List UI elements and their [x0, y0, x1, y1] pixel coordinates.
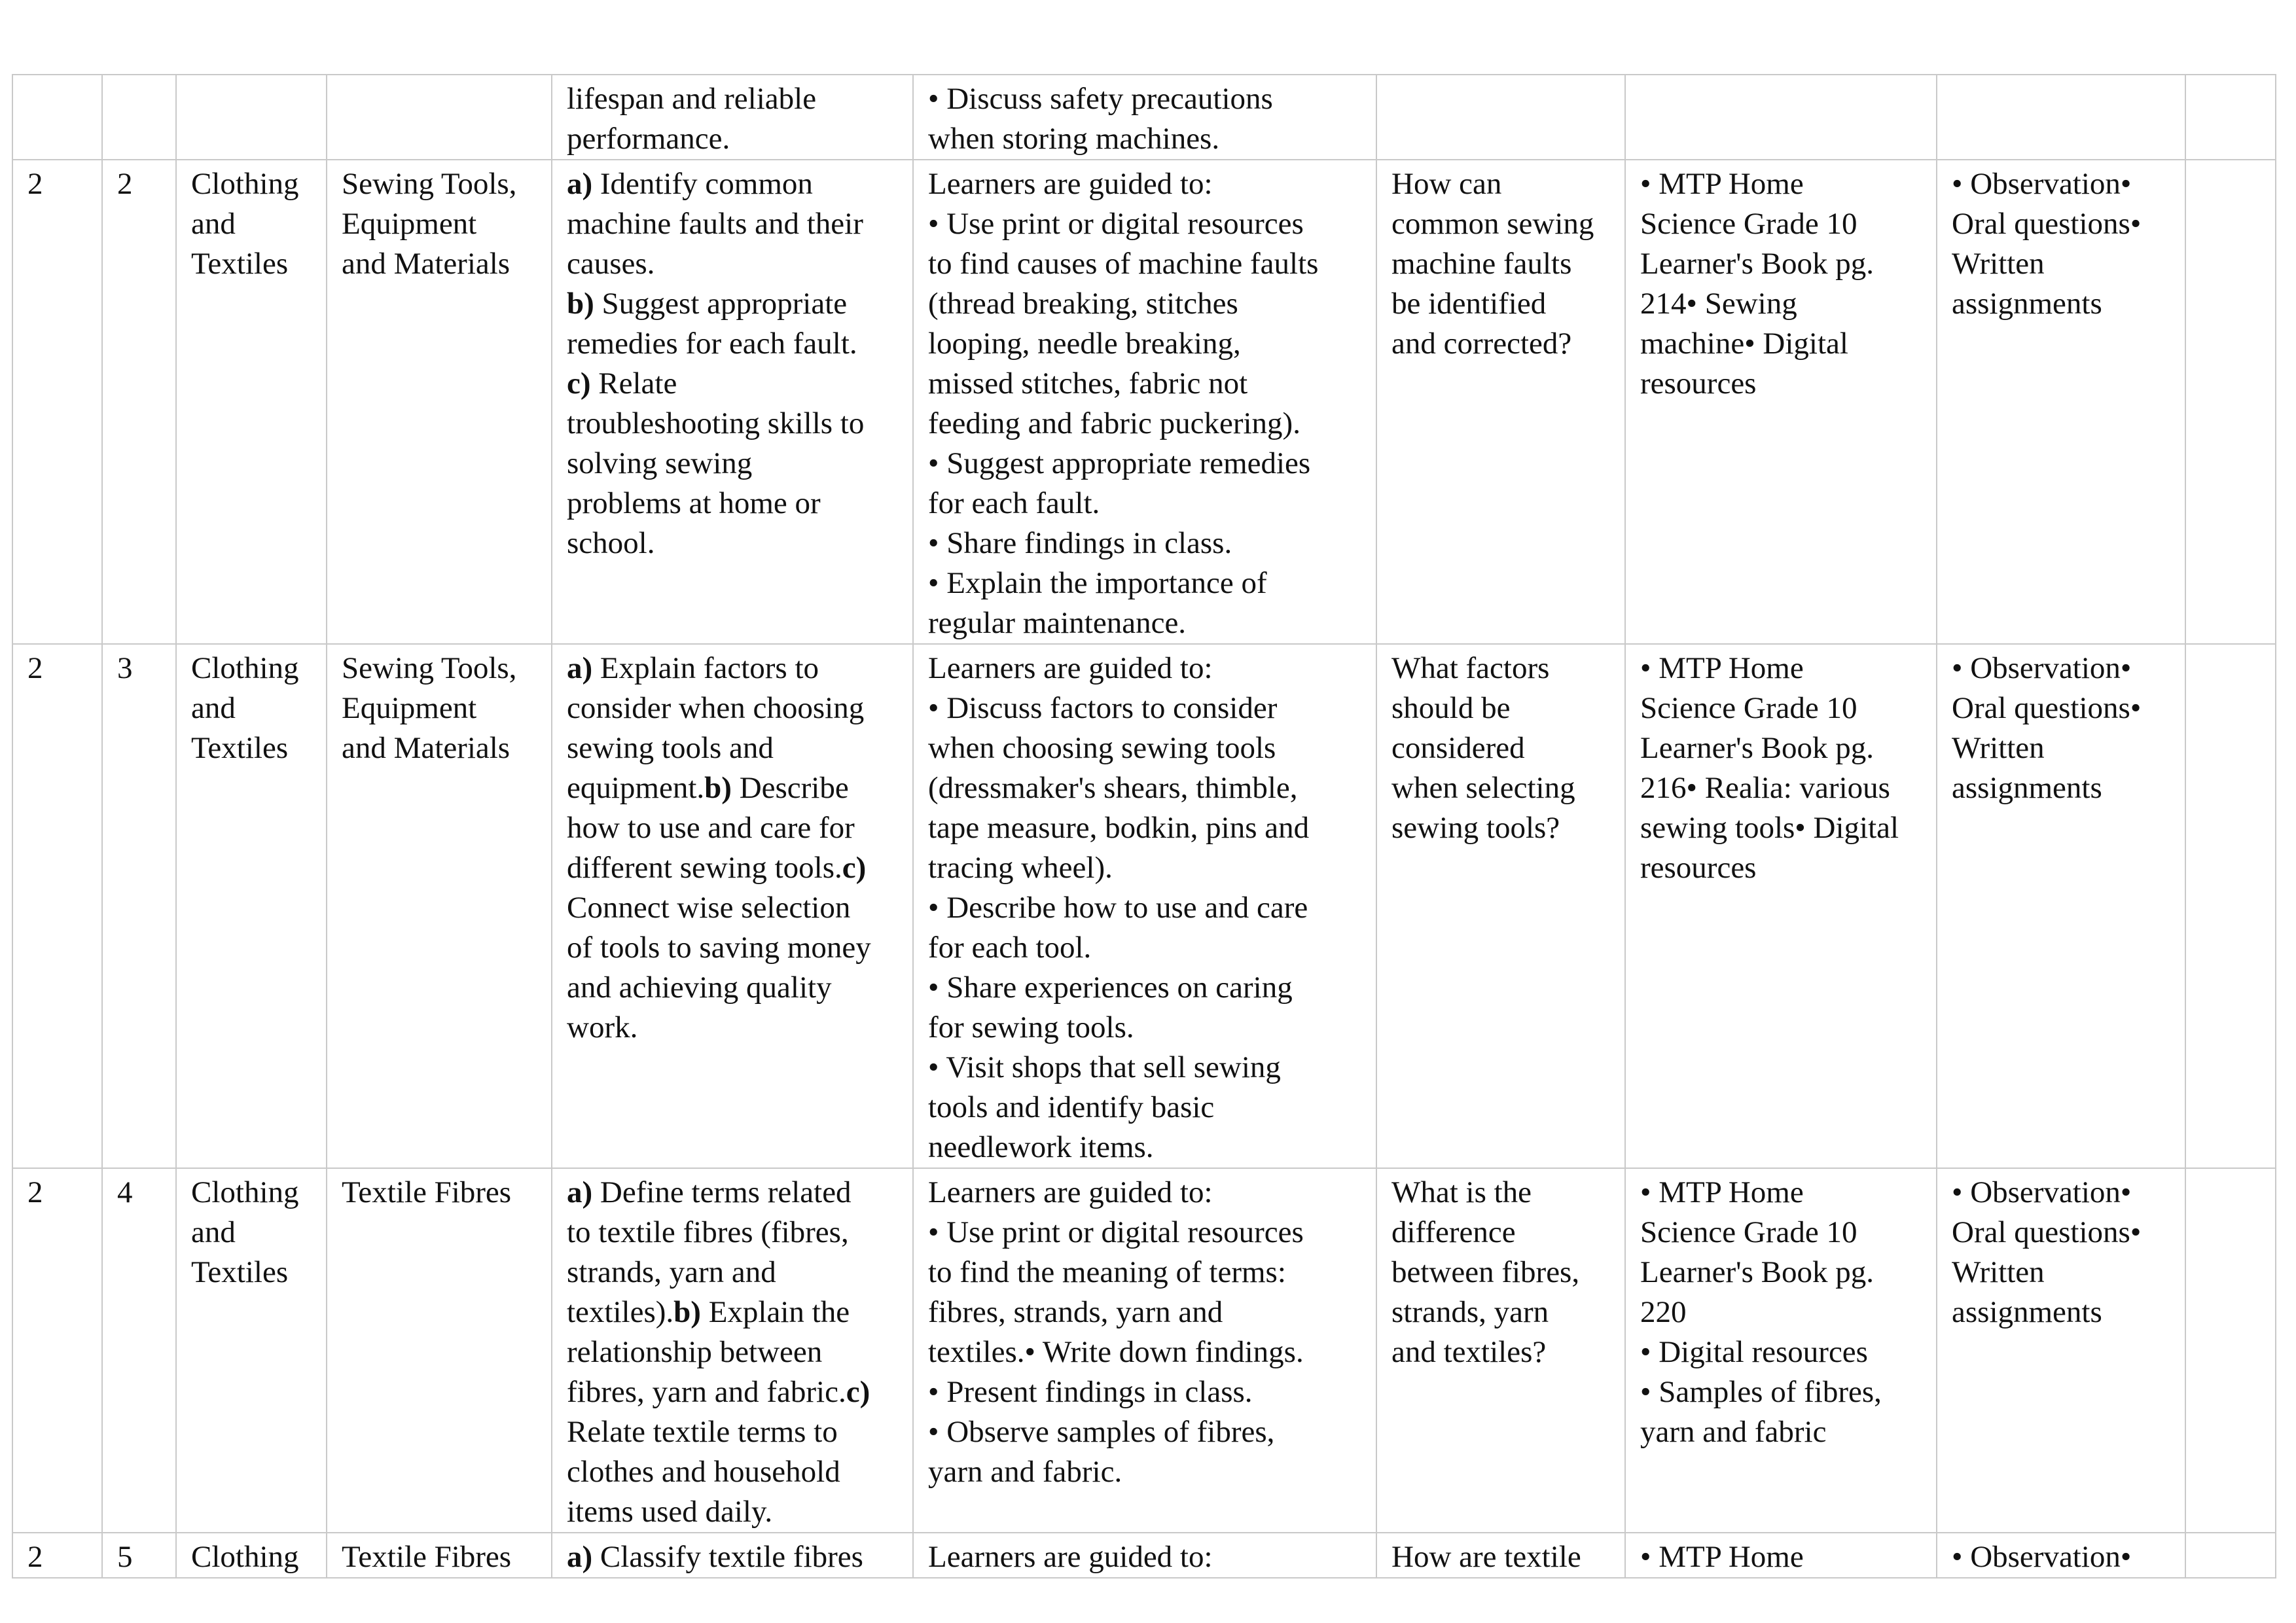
learning-resources-cell — [1625, 1533, 1937, 1578]
outcome-text: strands, yarn and — [567, 1255, 776, 1289]
cell-line — [567, 324, 898, 364]
learning-experiences-cell — [913, 1168, 1376, 1533]
cell-line: • MTP Home — [1640, 651, 1804, 685]
cell-line — [567, 1173, 898, 1213]
outcome-text: fibres, yarn and fabric. — [567, 1375, 846, 1409]
cell-line: Learners are guided to: — [928, 651, 1213, 685]
cell-line: to find the meaning of terms: — [928, 1255, 1286, 1289]
sub-strand-cell — [327, 75, 552, 160]
cell-line: Textiles — [191, 731, 289, 765]
learning-outcomes-cell — [552, 1533, 913, 1578]
table-row — [12, 1168, 2276, 1533]
key-inquiry-question-cell — [1376, 644, 1625, 1168]
cell-line: tools and identify basic — [928, 1090, 1215, 1124]
cell-line — [567, 728, 898, 768]
cell-line: feeding and fabric puckering). — [928, 406, 1300, 440]
cell-line: (thread breaking, stitches — [928, 287, 1238, 321]
cell-line — [567, 364, 898, 404]
cell-line: considered — [1391, 731, 1525, 765]
cell-line: for each fault. — [928, 486, 1100, 520]
cell-line: • Digital resources — [1640, 1335, 1868, 1369]
outcome-text: remedies for each fault. — [567, 327, 857, 361]
cell-line: • Observation• — [1952, 1175, 2132, 1209]
cell-line: assignments — [1952, 1295, 2102, 1329]
cell-line: How are textile — [1391, 1540, 1581, 1574]
cell-line — [567, 1412, 898, 1452]
outcome-text: textiles). — [567, 1295, 674, 1329]
cell-line: yarn and fabric. — [928, 1455, 1122, 1489]
outcome-text: of tools to saving money — [567, 931, 871, 965]
cell-line — [567, 1213, 898, 1253]
strand-cell — [176, 1533, 327, 1578]
learning-resources-cell — [1625, 644, 1937, 1168]
cell-line: missed stitches, fabric not — [928, 366, 1248, 401]
cell-line: and Materials — [342, 247, 511, 281]
cell-line: 214• Sewing — [1640, 287, 1797, 321]
cell-line: • Use print or digital resources — [928, 207, 1304, 241]
cell-line: Textiles — [191, 247, 289, 281]
cell-line — [567, 244, 898, 284]
cell-line — [567, 204, 898, 244]
cell-line: • Suggest appropriate remedies — [928, 446, 1311, 480]
cell-line — [567, 928, 898, 968]
week-cell: 2 — [12, 1168, 102, 1533]
cell-line — [567, 649, 898, 688]
cell-line — [567, 484, 898, 524]
sub-strand-cell — [327, 1168, 552, 1533]
cell-line: between fibres, — [1391, 1255, 1580, 1289]
outcome-marker: b) — [567, 287, 594, 321]
learning-resources-cell — [1625, 75, 1937, 160]
cell-line: resources — [1640, 366, 1757, 401]
cell-line: Clothing — [191, 1175, 299, 1209]
outcome-text: causes. — [567, 247, 655, 281]
cell-line — [567, 968, 898, 1008]
cell-line: when storing machines. — [928, 122, 1220, 156]
key-inquiry-question-cell — [1376, 1533, 1625, 1578]
outcome-marker: a) — [567, 167, 593, 201]
cell-line: Learners are guided to: — [928, 167, 1213, 201]
cell-line: sewing tools? — [1391, 811, 1560, 845]
table-row — [12, 75, 2276, 160]
cell-line: How can — [1391, 167, 1502, 201]
outcome-marker: a) — [567, 1175, 593, 1209]
cell-line — [567, 1537, 898, 1577]
cell-line: Written — [1952, 731, 2045, 765]
cell-line — [567, 1293, 898, 1332]
learning-experiences-cell — [913, 1533, 1376, 1578]
cell-line: looping, needle breaking, — [928, 327, 1241, 361]
outcome-text: Define terms related — [592, 1175, 852, 1209]
remarks-cell — [2185, 160, 2276, 644]
cell-line: Sewing Tools, — [342, 167, 517, 201]
week-cell: 2 — [12, 1533, 102, 1578]
learning-experiences-cell — [913, 75, 1376, 160]
cell-line: Science Grade 10 — [1640, 691, 1857, 725]
outcome-text: problems at home or — [567, 486, 821, 520]
cell-line: Clothing — [191, 1540, 299, 1574]
cell-line — [567, 164, 898, 204]
key-inquiry-question-cell — [1376, 75, 1625, 160]
cell-line: 220 — [1640, 1295, 1687, 1329]
cell-line: when selecting — [1391, 771, 1575, 805]
outcome-marker: c) — [846, 1375, 870, 1409]
cell-line — [567, 1008, 898, 1048]
cell-line: Learner's Book pg. — [1640, 731, 1874, 765]
cell-line: Science Grade 10 — [1640, 1215, 1857, 1249]
cell-line — [567, 688, 898, 728]
cell-line — [567, 768, 898, 808]
table-row — [12, 644, 2276, 1168]
outcome-text: work. — [567, 1010, 638, 1044]
cell-line: to find causes of machine faults — [928, 247, 1319, 281]
cell-line — [567, 444, 898, 484]
cell-line: • Visit shops that sell sewing — [928, 1050, 1281, 1084]
cell-line: • Share experiences on caring — [928, 971, 1293, 1005]
cell-line: and — [191, 691, 236, 725]
lesson-cell: 3 — [102, 644, 176, 1168]
learning-resources-cell — [1625, 160, 1937, 644]
lesson-cell: 5 — [102, 1533, 176, 1578]
cell-line — [567, 79, 898, 119]
learning-experiences-cell — [913, 160, 1376, 644]
outcome-marker: b) — [673, 1295, 701, 1329]
cell-line: yarn and fabric — [1640, 1415, 1827, 1449]
outcome-text: Connect wise selection — [567, 891, 851, 925]
cell-line: assignments — [1952, 771, 2102, 805]
cell-line: Written — [1952, 247, 2045, 281]
cell-line: and Materials — [342, 731, 511, 765]
assessment-cell — [1937, 1168, 2185, 1533]
outcome-text: lifespan and reliable — [567, 82, 817, 116]
strand-cell — [176, 160, 327, 644]
assessment-cell — [1937, 160, 2185, 644]
strand-cell — [176, 644, 327, 1168]
learning-outcomes-cell — [552, 75, 913, 160]
strand-cell — [176, 1168, 327, 1533]
assessment-cell — [1937, 75, 2185, 160]
cell-line: • MTP Home — [1640, 1175, 1804, 1209]
outcome-text: Suggest appropriate — [594, 287, 848, 321]
cell-line: What factors — [1391, 651, 1550, 685]
cell-line — [567, 119, 898, 159]
cell-line: Learners are guided to: — [928, 1540, 1213, 1574]
scheme-of-work-table — [12, 74, 2276, 1578]
outcome-text: Identify common — [592, 167, 813, 201]
cell-line: • Observation• — [1952, 1540, 2132, 1574]
assessment-cell — [1937, 644, 2185, 1168]
sub-strand-cell — [327, 160, 552, 644]
lesson-cell: 4 — [102, 1168, 176, 1533]
cell-line: • Observation• — [1952, 651, 2132, 685]
cell-line: • Observation• — [1952, 167, 2132, 201]
cell-line: for each tool. — [928, 931, 1092, 965]
outcome-marker: c) — [567, 366, 591, 401]
cell-line: Oral questions• — [1952, 1215, 2142, 1249]
outcome-text: performance. — [567, 122, 730, 156]
outcome-text: Relate textile terms to — [567, 1415, 838, 1449]
outcome-text: consider when choosing — [567, 691, 865, 725]
table-body — [12, 75, 2276, 1578]
outcome-marker: a) — [567, 651, 593, 685]
cell-line: Equipment — [342, 691, 477, 725]
outcome-text: solving sewing — [567, 446, 753, 480]
cell-line: Clothing — [191, 651, 299, 685]
cell-line: • Discuss factors to consider — [928, 691, 1278, 725]
cell-line: Science Grade 10 — [1640, 207, 1857, 241]
learning-outcomes-cell — [552, 160, 913, 644]
cell-line: • Explain the importance of — [928, 566, 1267, 600]
cell-line — [567, 888, 898, 928]
outcome-marker: b) — [704, 771, 732, 805]
cell-line: tape measure, bodkin, pins and — [928, 811, 1310, 845]
remarks-cell — [2185, 1533, 2276, 1578]
cell-line: Textile Fibres — [342, 1175, 512, 1209]
remarks-cell — [2185, 644, 2276, 1168]
remarks-cell — [2185, 75, 2276, 160]
learning-experiences-cell — [913, 644, 1376, 1168]
sub-strand-cell — [327, 1533, 552, 1578]
cell-line — [567, 1372, 898, 1412]
outcome-text: equipment. — [567, 771, 705, 805]
outcome-text: sewing tools and — [567, 731, 774, 765]
assessment-cell — [1937, 1533, 2185, 1578]
outcome-text: relationship between — [567, 1335, 823, 1369]
cell-line: sewing tools• Digital — [1640, 811, 1899, 845]
cell-line: textiles.• Write down findings. — [928, 1335, 1304, 1369]
cell-line: • Share findings in class. — [928, 526, 1232, 560]
outcome-text: Explain the — [700, 1295, 850, 1329]
cell-line: • Discuss safety precautions — [928, 82, 1273, 116]
cell-line: assignments — [1952, 287, 2102, 321]
table-row — [12, 1533, 2276, 1578]
cell-line: and — [191, 207, 236, 241]
table-row — [12, 160, 2276, 644]
outcome-text: Describe — [731, 771, 849, 805]
cell-line: • Present findings in class. — [928, 1375, 1253, 1409]
outcome-text: school. — [567, 526, 655, 560]
cell-line: • Describe how to use and care — [928, 891, 1308, 925]
cell-line: 216• Realia: various — [1640, 771, 1890, 805]
cell-line: machine faults — [1391, 247, 1572, 281]
outcome-marker: a) — [567, 1540, 593, 1574]
cell-line: resources — [1640, 851, 1757, 885]
cell-line — [567, 284, 898, 324]
cell-line: • MTP Home — [1640, 1540, 1804, 1574]
week-cell — [12, 75, 102, 160]
week-cell: 2 — [12, 160, 102, 644]
cell-line: Textile Fibres — [342, 1540, 512, 1574]
cell-line — [567, 1332, 898, 1372]
cell-line: strands, yarn — [1391, 1295, 1549, 1329]
outcome-text: how to use and care for — [567, 811, 855, 845]
outcome-text: items used daily. — [567, 1495, 773, 1529]
cell-line — [567, 1253, 898, 1293]
cell-line: for sewing tools. — [928, 1010, 1134, 1044]
key-inquiry-question-cell — [1376, 1168, 1625, 1533]
cell-line: and — [191, 1215, 236, 1249]
cell-line: difference — [1391, 1215, 1516, 1249]
cell-line — [567, 808, 898, 848]
cell-line: machine• Digital — [1640, 327, 1848, 361]
cell-line: when choosing sewing tools — [928, 731, 1276, 765]
outcome-marker: c) — [842, 851, 867, 885]
cell-line: Learner's Book pg. — [1640, 247, 1874, 281]
cell-line — [567, 524, 898, 563]
learning-outcomes-cell — [552, 1168, 913, 1533]
cell-line: Textiles — [191, 1255, 289, 1289]
cell-line: Equipment — [342, 207, 477, 241]
cell-line — [567, 404, 898, 444]
outcome-text: troubleshooting skills to — [567, 406, 865, 440]
cell-line: fibres, strands, yarn and — [928, 1295, 1223, 1329]
lesson-cell — [102, 75, 176, 160]
cell-line: be identified — [1391, 287, 1547, 321]
week-cell: 2 — [12, 644, 102, 1168]
cell-line — [567, 1452, 898, 1492]
cell-line: • Observe samples of fibres, — [928, 1415, 1275, 1449]
cell-line: • Use print or digital resources — [928, 1215, 1304, 1249]
cell-line: What is the — [1391, 1175, 1532, 1209]
cell-line: (dressmaker's shears, thimble, — [928, 771, 1298, 805]
outcome-text: and achieving quality — [567, 971, 832, 1005]
cell-line: Learners are guided to: — [928, 1175, 1213, 1209]
cell-line: regular maintenance. — [928, 606, 1187, 640]
cell-line: • MTP Home — [1640, 167, 1804, 201]
cell-line: Oral questions• — [1952, 691, 2142, 725]
outcome-text: Classify textile fibres — [592, 1540, 863, 1574]
cell-line: common sewing — [1391, 207, 1594, 241]
cell-line: Clothing — [191, 167, 299, 201]
outcome-text: machine faults and their — [567, 207, 863, 241]
cell-line: Written — [1952, 1255, 2045, 1289]
outcome-text: to textile fibres (fibres, — [567, 1215, 849, 1249]
outcome-text: Relate — [590, 366, 677, 401]
cell-line: and corrected? — [1391, 327, 1572, 361]
cell-line: should be — [1391, 691, 1511, 725]
cell-line: and textiles? — [1391, 1335, 1547, 1369]
outcome-text: clothes and household — [567, 1455, 840, 1489]
cell-line — [567, 848, 898, 888]
cell-line: Oral questions• — [1952, 207, 2142, 241]
learning-resources-cell — [1625, 1168, 1937, 1533]
cell-line: needlework items. — [928, 1130, 1154, 1164]
strand-cell — [176, 75, 327, 160]
cell-line: • Samples of fibres, — [1640, 1375, 1882, 1409]
key-inquiry-question-cell — [1376, 160, 1625, 644]
outcome-text: different sewing tools. — [567, 851, 842, 885]
sub-strand-cell — [327, 644, 552, 1168]
learning-outcomes-cell — [552, 644, 913, 1168]
cell-line: Learner's Book pg. — [1640, 1255, 1874, 1289]
cell-line: Sewing Tools, — [342, 651, 517, 685]
remarks-cell — [2185, 1168, 2276, 1533]
cell-line — [567, 1492, 898, 1532]
lesson-cell: 2 — [102, 160, 176, 644]
cell-line: tracing wheel). — [928, 851, 1113, 885]
outcome-text: Explain factors to — [592, 651, 819, 685]
